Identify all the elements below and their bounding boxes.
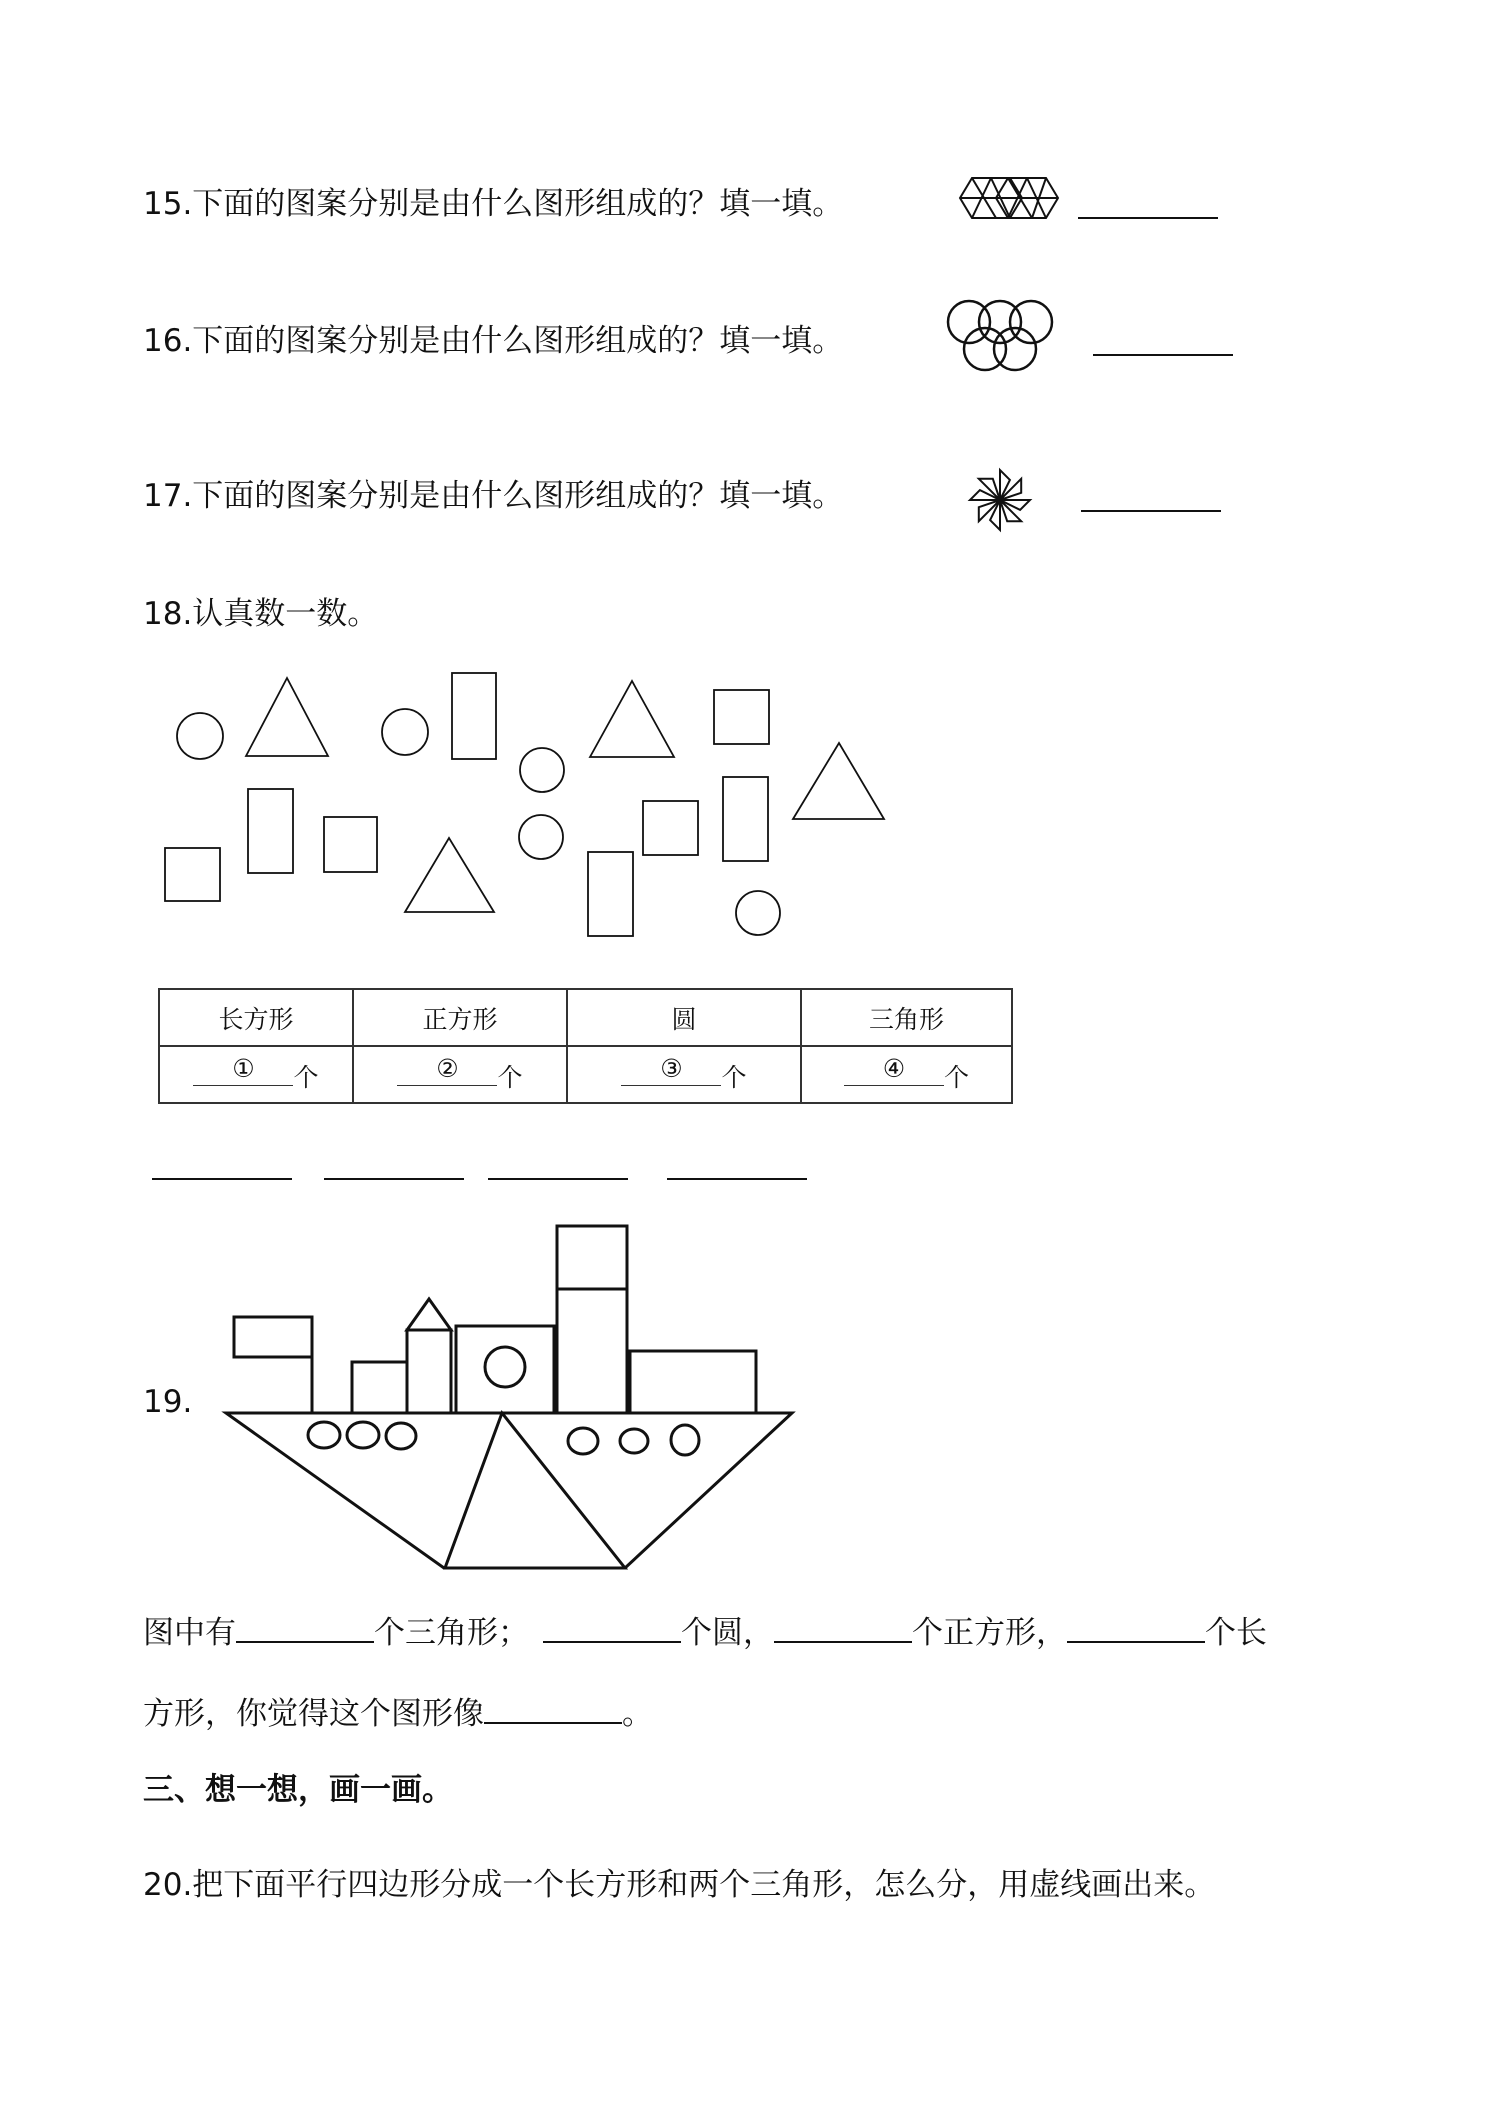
triangle-count-blank[interactable]: [236, 1613, 374, 1643]
rectangle-shape: [248, 789, 293, 873]
rectangle-shape: [588, 852, 633, 936]
resemblance-blank[interactable]: [484, 1694, 622, 1724]
pinwheel-triangle: [1000, 500, 1021, 521]
triangle-shape: [590, 681, 674, 757]
triangle-shape: [793, 743, 884, 819]
q17-answer-blank[interactable]: [1081, 510, 1221, 512]
square-shape: [643, 801, 698, 855]
q15-answer-blank[interactable]: [1078, 217, 1218, 219]
small-square: [352, 1362, 407, 1413]
chimney-rectangle: [557, 1289, 627, 1413]
square-shape: [165, 848, 220, 901]
q18-answer-blank-4[interactable]: [667, 1178, 807, 1180]
header-square: 正方形: [353, 989, 567, 1046]
q20-text: 20.把下面平行四边形分成一个长方形和两个三角形，怎么分，用虚线画出来。: [143, 1867, 1216, 1903]
q18-text: 18.认真数一数。: [143, 596, 379, 632]
q18-answer-blank-1[interactable]: [152, 1178, 292, 1180]
header-rectangle: 长方形: [159, 989, 353, 1046]
answer-cell-2[interactable]: ② 个: [353, 1046, 567, 1103]
header-circle: 圆: [567, 989, 801, 1046]
porthole-circle: [485, 1347, 525, 1387]
count-table-answer-row: [159, 1046, 1012, 1103]
q17-text: 17.下面的图案分别是由什么图形组成的？填一填。: [143, 478, 844, 514]
count-table: [158, 988, 1013, 1104]
circle-shape: [736, 891, 780, 935]
shapes-count-figure: [150, 660, 900, 940]
circle-shape: [177, 713, 223, 759]
q16-answer-blank[interactable]: [1093, 354, 1233, 356]
q18-answer-blank-3[interactable]: [488, 1178, 628, 1180]
circle-shape: [382, 709, 428, 755]
circle-count-blank[interactable]: [543, 1613, 681, 1643]
q19-line1: 图中有 个三角形； 个圆， 个正方形， 个长: [143, 1615, 1267, 1651]
tower-rectangle: [407, 1330, 451, 1413]
answer-cell-3[interactable]: ③ 个: [567, 1046, 801, 1103]
pinwheel-triangle: [1000, 479, 1021, 500]
rectangle-shape: [723, 777, 768, 861]
q19-line2: 方形，你觉得这个图形像 。: [143, 1696, 653, 1732]
circle-rings-figure: [945, 296, 1057, 376]
flag-rectangle: [234, 1317, 312, 1357]
triangle-shape: [405, 838, 494, 912]
top-square: [557, 1226, 627, 1289]
rectangle-count-blank[interactable]: [1067, 1613, 1205, 1643]
square-count-blank[interactable]: [774, 1613, 912, 1643]
section3-title: 三、想一想，画一画。: [143, 1772, 453, 1808]
q18-answer-blank-2[interactable]: [324, 1178, 464, 1180]
answer-cell-1[interactable]: ① 个: [159, 1046, 353, 1103]
q16-text: 16.下面的图案分别是由什么图形组成的？填一填。: [143, 323, 844, 359]
pinwheel-figure: [950, 450, 1050, 550]
header-triangle: 三角形: [801, 989, 1012, 1046]
square-shape: [714, 690, 769, 744]
q19-number: 19.: [143, 1384, 193, 1420]
rectangle-shape: [452, 673, 496, 759]
triangle-pattern-figure: [958, 170, 1058, 230]
pinwheel-triangle: [979, 500, 1000, 521]
deck-rectangle: [630, 1351, 756, 1413]
q15-text: 15.下面的图案分别是由什么图形组成的？填一填。: [143, 186, 844, 222]
answer-cell-4[interactable]: ④ 个: [801, 1046, 1012, 1103]
tower-triangle: [407, 1299, 451, 1330]
porthole-square: [456, 1326, 554, 1413]
ship-figure: [220, 1220, 800, 1570]
square-shape: [324, 817, 377, 872]
triangle-shape: [246, 678, 328, 756]
count-table-header-row: [159, 989, 1012, 1046]
pinwheel-triangle: [979, 479, 1000, 500]
circle-shape: [519, 815, 563, 859]
hull-outline: [226, 1413, 792, 1568]
circle-shape: [520, 748, 564, 792]
